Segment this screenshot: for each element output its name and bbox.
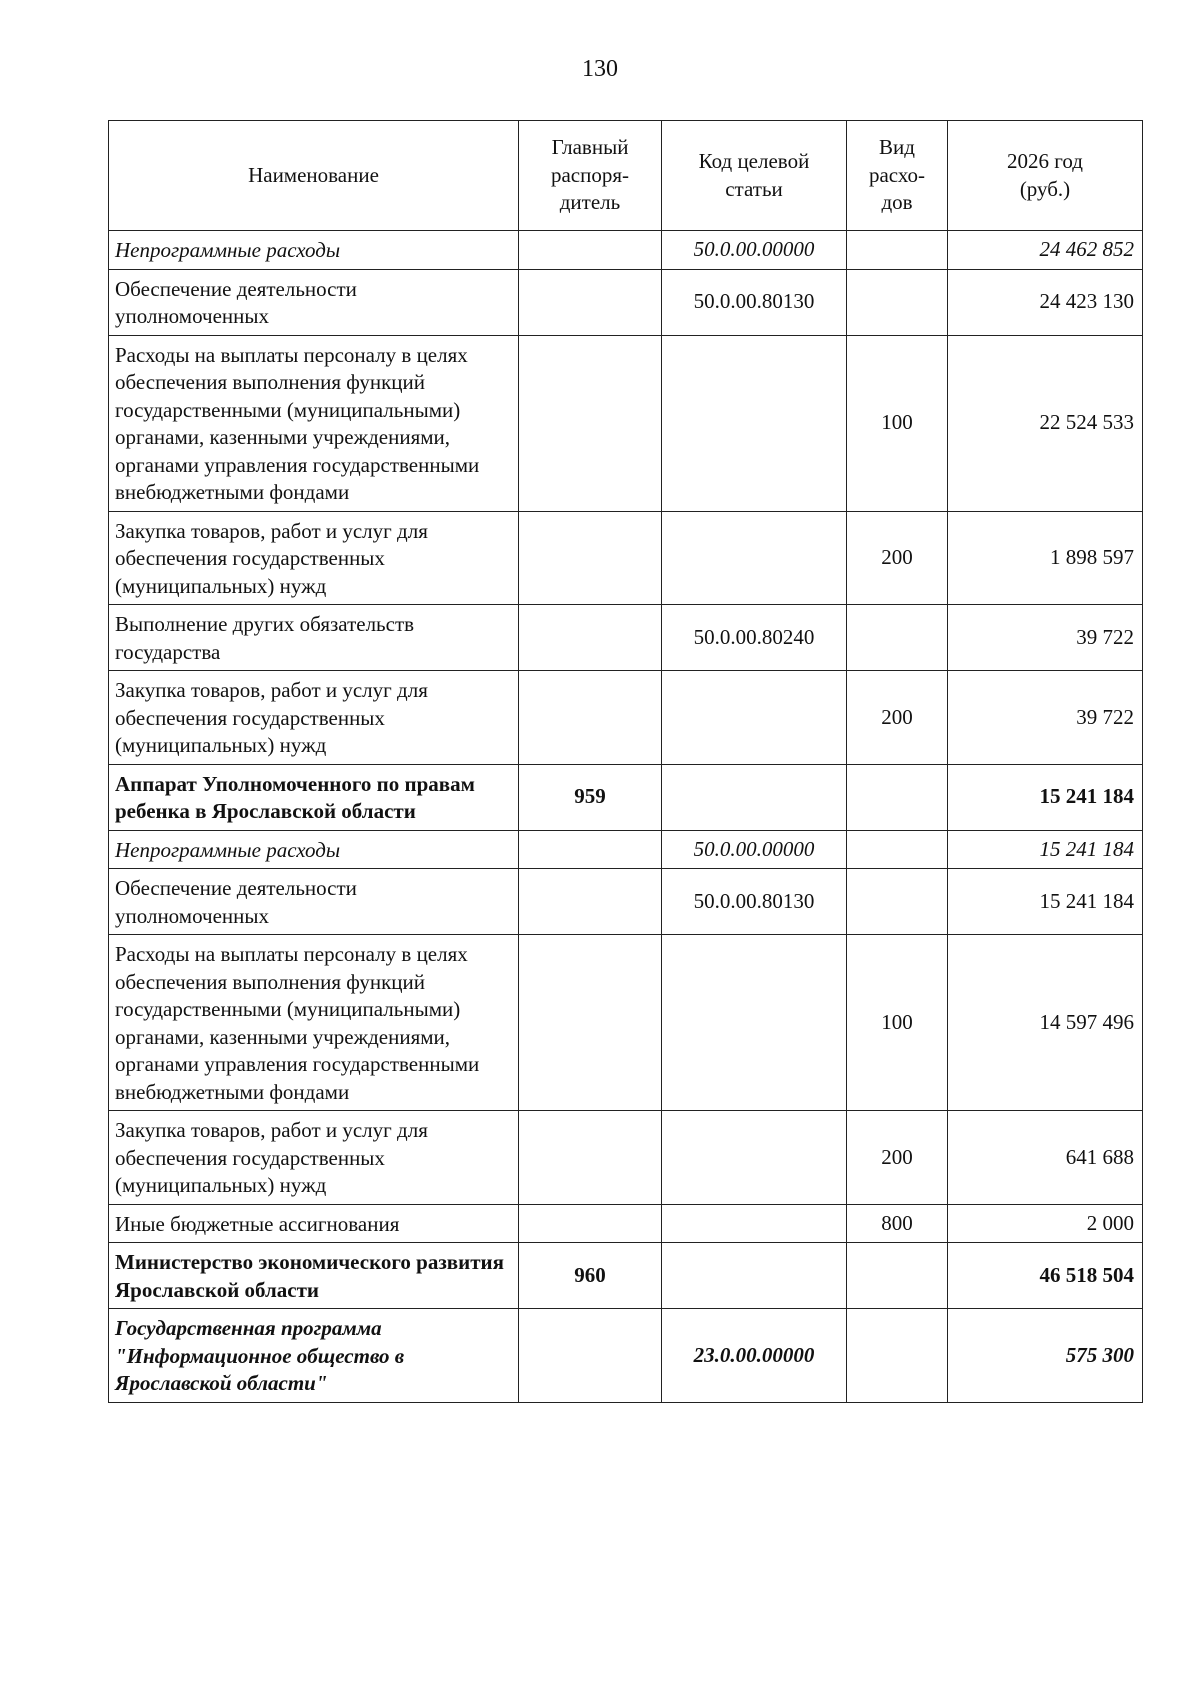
row-code: [662, 1243, 847, 1309]
row-type: 100: [847, 335, 948, 511]
row-admin: [519, 935, 662, 1111]
row-code: 50.0.00.00000: [662, 830, 847, 869]
row-type: [847, 231, 948, 270]
row-name: Расходы на выплаты персоналу в целях обеспечения выполнения функций государственными (муниципальными) органами, казенными учреждениями, органами управления государственными внебюджетными фондами: [109, 335, 519, 511]
row-code: [662, 1204, 847, 1243]
table-row: [109, 935, 1143, 1111]
row-amount: 2 000: [948, 1204, 1143, 1243]
row-name: Обеспечение деятельности уполномоченных: [109, 869, 519, 935]
header-admin-line: дитель: [559, 190, 621, 215]
row-type: 800: [847, 1204, 948, 1243]
row-amount: 15 241 184: [948, 830, 1143, 869]
row-type: [847, 869, 948, 935]
table-row: [109, 869, 1143, 935]
row-name: Министерство экономического развития Ярославской области: [109, 1243, 519, 1309]
header-type-line: Вид: [879, 135, 915, 160]
header-name: [109, 121, 519, 231]
row-name: Аппарат Уполномоченного по правам ребенка в Ярославской области: [109, 764, 519, 830]
table-row: [109, 764, 1143, 830]
row-type: 200: [847, 1111, 948, 1205]
row-type: [847, 605, 948, 671]
row-code: 50.0.00.80130: [662, 869, 847, 935]
table-row: [109, 1243, 1143, 1309]
row-code: [662, 1111, 847, 1205]
row-admin: [519, 335, 662, 511]
budget-table: [108, 120, 1143, 1403]
row-amount: 24 423 130: [948, 269, 1143, 335]
row-amount: 575 300: [948, 1309, 1143, 1403]
row-name: Государственная программа "Информационное общество в Ярославской области": [109, 1309, 519, 1403]
row-code: [662, 335, 847, 511]
row-code: 50.0.00.80130: [662, 269, 847, 335]
row-admin: [519, 869, 662, 935]
table-row: [109, 269, 1143, 335]
row-type: [847, 1243, 948, 1309]
row-admin: [519, 1309, 662, 1403]
row-code: [662, 511, 847, 605]
row-type: 200: [847, 671, 948, 765]
header-year-line: (руб.): [1019, 176, 1071, 201]
row-type: 200: [847, 511, 948, 605]
row-admin: [519, 231, 662, 270]
row-type: [847, 269, 948, 335]
header-type: [847, 121, 948, 231]
header-name-text: Наименование: [248, 162, 379, 187]
row-code: [662, 935, 847, 1111]
header-code-line: статьи: [725, 176, 783, 201]
row-type: [847, 764, 948, 830]
header-code-line: Код целевой: [698, 149, 810, 173]
table-row: [109, 671, 1143, 765]
row-amount: 22 524 533: [948, 335, 1143, 511]
table-row: [109, 830, 1143, 869]
row-amount: 39 722: [948, 605, 1143, 671]
row-code: 23.0.00.00000: [662, 1309, 847, 1403]
row-type: [847, 1309, 948, 1403]
table-row: [109, 1111, 1143, 1205]
row-name: Обеспечение деятельности уполномоченных: [109, 269, 519, 335]
row-admin: [519, 511, 662, 605]
row-name: Закупка товаров, работ и услуг для обеспечения государственных (муниципальных) нужд: [109, 511, 519, 605]
row-admin: 959: [519, 764, 662, 830]
header-type-line: расхо-: [868, 162, 926, 187]
row-name: Расходы на выплаты персоналу в целях обеспечения выполнения функций государственными (муниципальными) органами, казенными учреждениями, органами управления государственными внебюджетными фондами: [109, 935, 519, 1111]
row-amount: 24 462 852: [948, 231, 1143, 270]
row-name: Непрограммные расходы: [109, 830, 519, 869]
row-amount: 15 241 184: [948, 869, 1143, 935]
row-admin: [519, 605, 662, 671]
row-type: [847, 830, 948, 869]
row-code: [662, 671, 847, 765]
table-row: [109, 1204, 1143, 1243]
row-name: Закупка товаров, работ и услуг для обеспечения государственных (муниципальных) нужд: [109, 1111, 519, 1205]
row-admin: [519, 1204, 662, 1243]
row-admin: [519, 1111, 662, 1205]
row-type: 100: [847, 935, 948, 1111]
table-row: [109, 231, 1143, 270]
header-type-line: дов: [881, 190, 913, 215]
header-admin: [519, 121, 662, 231]
table-row: [109, 605, 1143, 671]
row-amount: 15 241 184: [948, 764, 1143, 830]
page-number: 130: [582, 56, 618, 82]
row-name: Иные бюджетные ассигнования: [109, 1204, 519, 1243]
row-amount: 1 898 597: [948, 511, 1143, 605]
row-amount: 14 597 496: [948, 935, 1143, 1111]
header-admin-line: Главный: [551, 135, 629, 160]
row-name: Закупка товаров, работ и услуг для обеспечения государственных (муниципальных) нужд: [109, 671, 519, 765]
row-admin: 960: [519, 1243, 662, 1309]
row-amount: 641 688: [948, 1111, 1143, 1205]
header-year: [948, 121, 1143, 231]
row-code: 50.0.00.80240: [662, 605, 847, 671]
header-year-line: 2026 год: [1007, 149, 1083, 173]
table-row: [109, 1309, 1143, 1403]
row-name: Непрограммные расходы: [109, 231, 519, 270]
row-name: Выполнение других обязательств государства: [109, 605, 519, 671]
row-admin: [519, 671, 662, 765]
row-code: [662, 764, 847, 830]
table-row: [109, 511, 1143, 605]
table-header-row: [109, 121, 1143, 231]
row-amount: 39 722: [948, 671, 1143, 765]
row-admin: [519, 830, 662, 869]
header-code: [662, 121, 847, 231]
row-admin: [519, 269, 662, 335]
row-amount: 46 518 504: [948, 1243, 1143, 1309]
header-admin-line: распоря-: [550, 162, 630, 187]
row-code: 50.0.00.00000: [662, 231, 847, 270]
table-row: [109, 335, 1143, 511]
